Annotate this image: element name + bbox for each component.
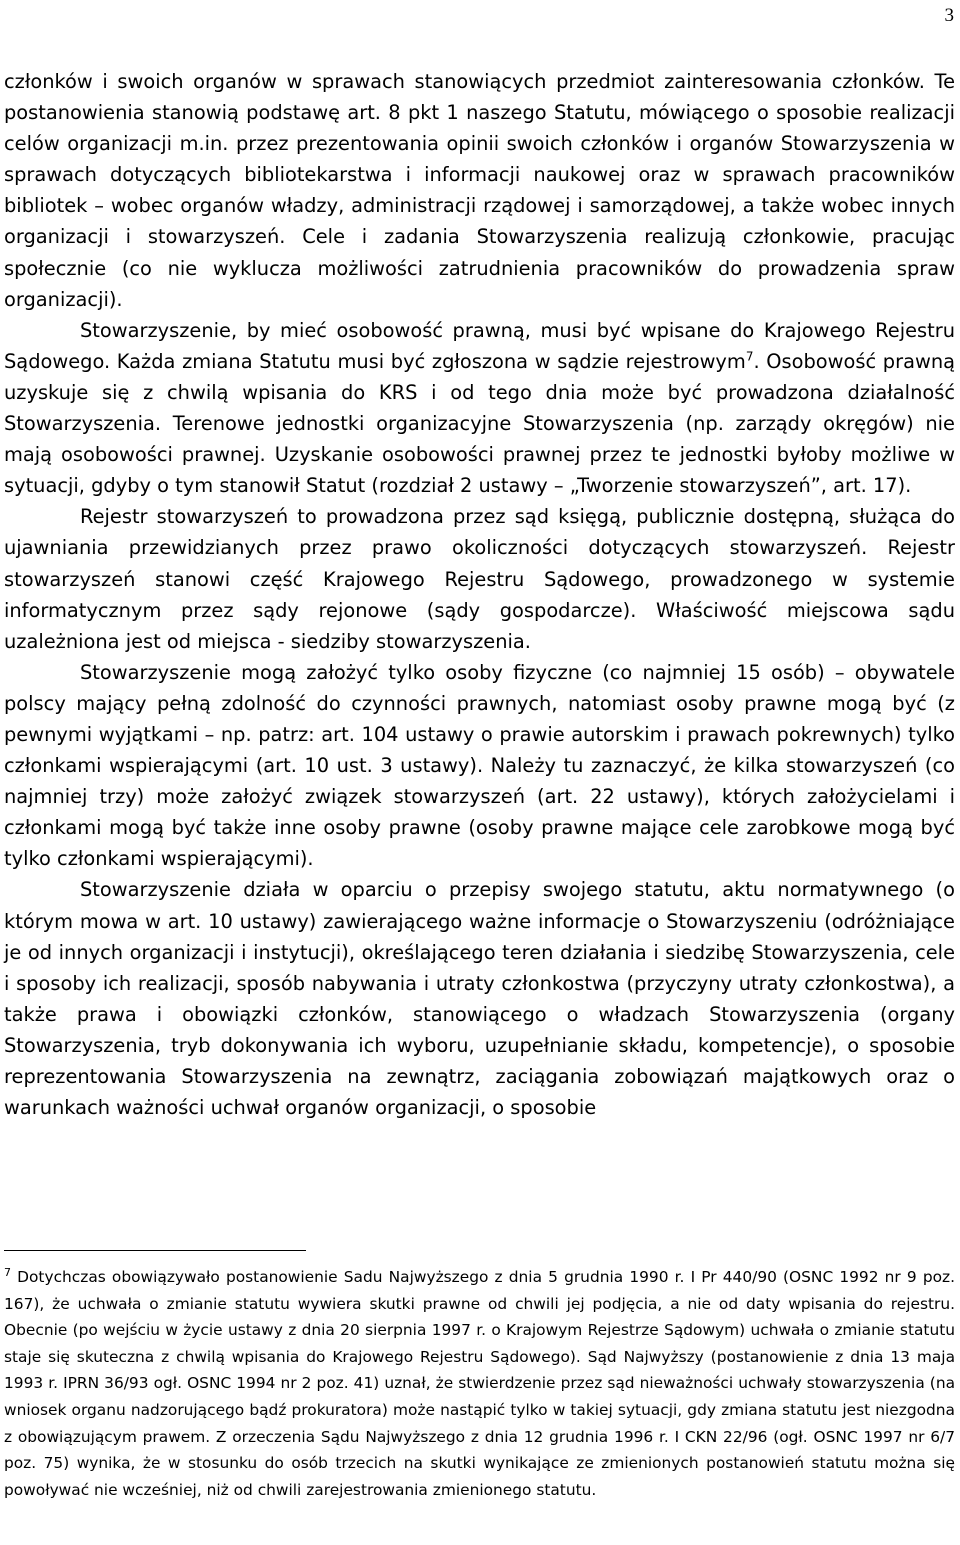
paragraph-founders: Stowarzyszenie mogą założyć tylko osoby fizyczne (co najmniej 15 osób) – obywatele polscy mający pełną zdolność do czynności prawnych, natomiast osoby prawne mogą być (z pewnymi wyjątkami – np. patrz: art. 104 ustawy o prawie autorskim i prawach pokrewnych) tylko członkami wspierającymi (art. 10 ust. 3 ustawy). Należy tu zaznaczyć, że kilka stowarzyszeń (co najmniej trzy) może założyć związek stowarzyszeń (art. 22 ustawy), których założycielami i członkami mogą być także inne osoby prawne (osoby prawne mające cele zarobkowe mogą być tylko członkami wspierającymi).	[4, 660, 955, 871]
footnote-separator	[4, 1250, 306, 1251]
paragraph-text: . Osobowość prawną uzyskuje się z chwilą wpisania do KRS i od tego dnia może być prowadzona działalność Stowarzyszenia. Terenowe jednostki organizacyjne Stowarzyszenia (np. zarządy okręgów) nie mają osobowości prawnej. Uzyskanie osobowości prawnej przez te jednostki byłoby możliwe w sytuacji, gdyby o tym stanowił Statut (rozdział 2 ustawy – „Tworzenie stowarzyszeń”, art. 17).	[4, 349, 956, 498]
footnote	[4, 1264, 955, 1503]
paragraph-text: Stowarzyszenie, by mieć osobowość prawną, musi być wpisane do Krajowego Rejestru Sądowego. Każda zmiana Statutu musi być zgłoszona w sądzie rejestrowym	[4, 318, 955, 373]
footnote-marker: 7	[4, 1265, 11, 1279]
paragraph-continuation: członków i swoich organów w sprawach stanowiących przedmiot zainteresowania członków. Te postanowienia stanowią podstawę art. 8 pkt 1 naszego Statutu, mówiącego o sposobie realizacji celów organizacji m.in. przez prezentowania opinii swoich członków i organów Stowarzyszenia w sprawach dotyczących bibliotekarstwa i informacji naukowej oraz w sprawach pracowników bibliotek – wobec organów władzy, administracji rządowej i samorządowej, a także wobec innych organizacji i stowarzyszeń. Cele i zadania Stowarzyszenia realizują członkowie, pracując społecznie (co nie wyklucza możliwości zatrudnienia pracowników do prowadzenia spraw organizacji).	[4, 70, 955, 311]
document-body	[4, 66, 955, 1123]
page-number: 3	[944, 5, 954, 26]
footnote-reference[interactable]: 7	[745, 349, 754, 364]
paragraph-statute: Stowarzyszenie działa w oparciu o przepisy swojego statutu, aktu normatywnego (o którym mowa w art. 10 ustawy) zawierającego ważne informacje o Stowarzyszeniu (odróżniające je od innych organizacji i instytucji), określającego teren działania i siedzibę Stowarzyszenia, cele i sposoby ich realizacji, sposób nabywania i utraty członkostwa (przyczyny utraty członkostwa), a także prawa i obowiązki członków, stanowiącego o władzach Stowarzyszenia (organy Stowarzyszenia, tryb dokonywania ich wyboru, uzupełnianie składu, kompetencje), o sposobie reprezentowania Stowarzyszenia na zewnątrz, zaciągania zobowiązań majątkowych oraz o warunkach ważności uchwał organów organizacji, o sposobie	[4, 878, 955, 1120]
footnote-text: Dotychczas obowiązywało postanowienie Sadu Najwyższego z dnia 5 grudnia 1990 r. I Pr 440/90 (OSNC 1992 nr 9 poz. 167), że uchwała o zmianie statutu wywiera skutki prawne od chwili jej podjęcia, a nie od daty wpisania do rejestru. Obecnie (po wejściu w życie ustawy z dnia 20 sierpnia 1997 r. o Krajowym Rejestrze Sądowym) uchwała o zmianie statutu staje się skuteczna z chwilą wpisania do Krajowego Rejestru Sądowego). Sąd Najwyższy (postanowienie z dnia 13 maja 1993 r. IPRN 36/93 ogł. OSNC 1994 nr 2 poz. 41) uznał, że stwierdzenie przez sąd nieważności uchwały stowarzyszenia (na wniosek organu nadzorującego bądź prokuratora) może nastąpić tylko w takiej sytuacji, gdy zmiana statutu jest niezgodna z obowiązującym prawem. Z orzeczenia Sądu Najwyższego z dnia 12 grudnia 1996 r. I CKN 22/96 (ogł. OSNC 1997 nr 6/7 poz. 75) wynika, że w stosunku do osób trzecich na skutki wynikające ze zmienionych postanowień statutu można się powoływać nie wcześniej, niż od chwili zarejestrowania zmienionego statutu.	[4, 1268, 955, 1499]
paragraph-legal-personality	[4, 315, 955, 502]
paragraph-register: Rejestr stowarzyszeń to prowadzona przez sąd księgą, publicznie dostępną, służąca do ujawniania przewidzianych przez prawo okoliczności dotyczących stowarzyszeń. Rejestr stowarzyszeń stanowi część Krajowego Rejestru Sądowego, prowadzonego w systemie informatycznym przez sądy rejonowe (sądy gospodarcze). Właściwość miejscowa sądu uzależniona jest od miejsca - siedziby stowarzyszenia.	[4, 505, 955, 653]
